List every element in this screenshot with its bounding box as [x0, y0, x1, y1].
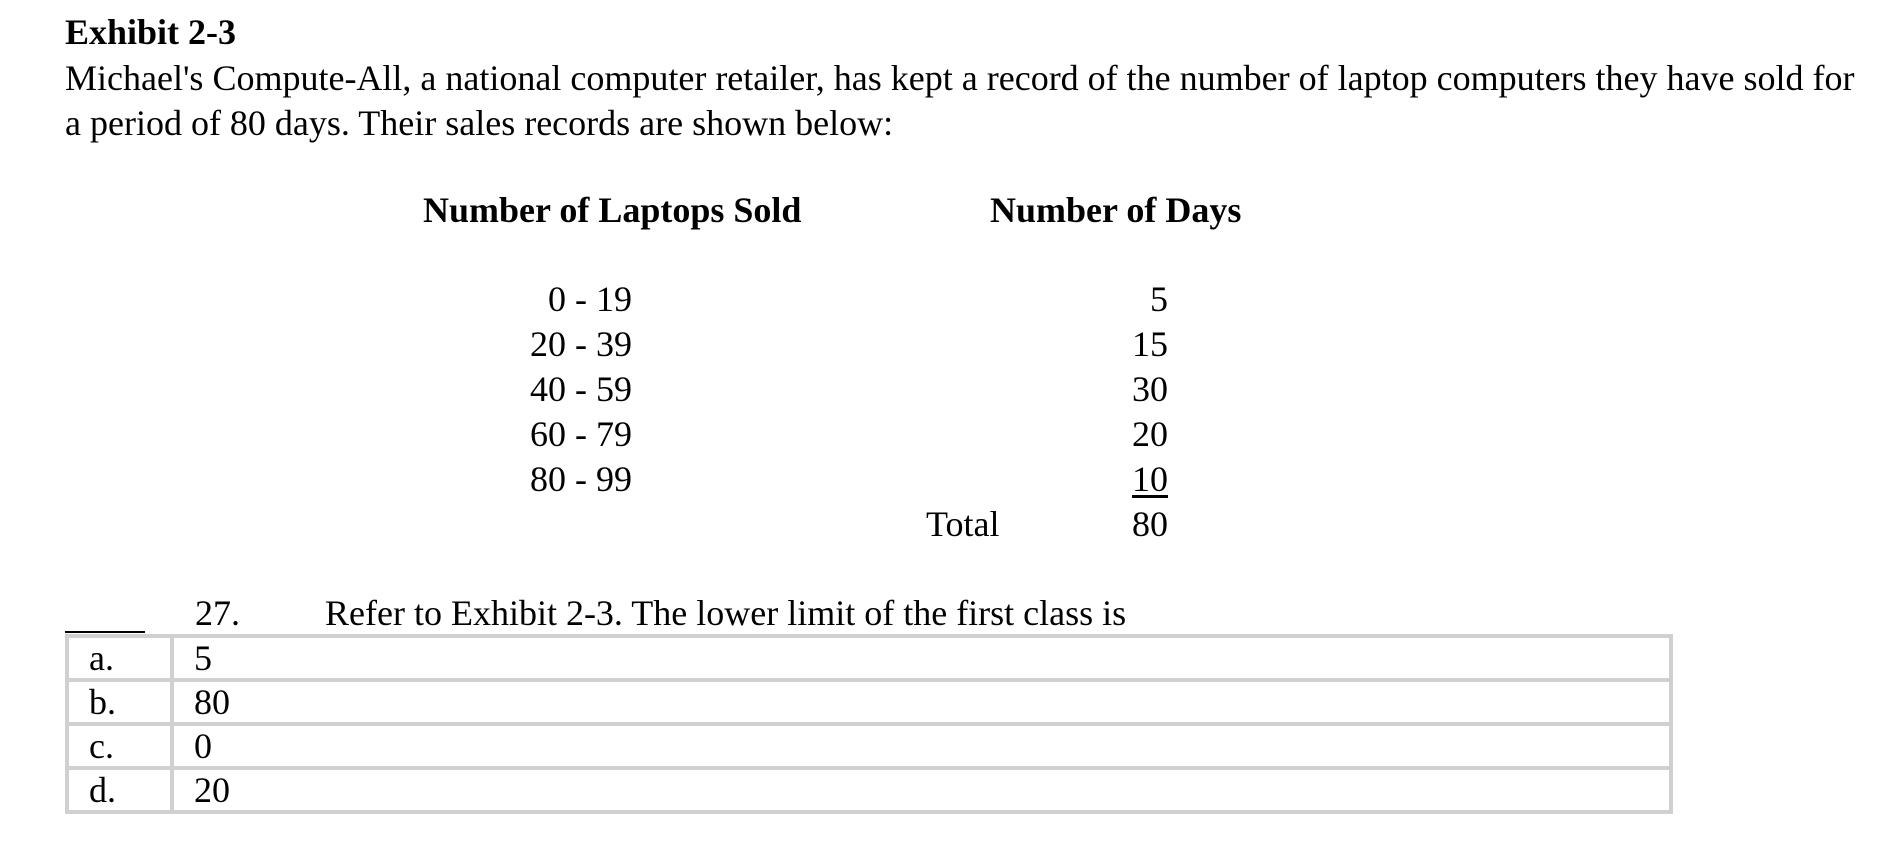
choices-table	[65, 634, 1673, 814]
class-cell: 20 - 39	[530, 324, 632, 364]
days-cell: 30	[1132, 369, 1168, 409]
exhibit-title: Exhibit 2-3	[65, 12, 237, 52]
answer-blank[interactable]	[65, 631, 145, 633]
choice-row[interactable]	[67, 724, 1671, 768]
choice-row[interactable]	[67, 680, 1671, 724]
question-text: Refer to Exhibit 2-3. The lower limit of the first class is	[325, 593, 1127, 633]
choice-letter: c.	[67, 724, 172, 768]
choice-text: 80	[172, 680, 1671, 724]
choice-letter: b.	[67, 680, 172, 724]
header-number-of-days: Number of Days	[990, 190, 1242, 230]
choice-text: 0	[172, 724, 1671, 768]
days-cell: 20	[1132, 414, 1168, 454]
days-cell: 5	[1150, 279, 1168, 319]
days-cell: 15	[1132, 324, 1168, 364]
total-value: 80	[1132, 504, 1168, 544]
days-column	[1080, 277, 1168, 547]
class-column	[480, 277, 632, 502]
choice-letter: a.	[67, 636, 172, 680]
header-laptops-sold: Number of Laptops Sold	[423, 190, 802, 230]
class-cell: 0 - 19	[548, 279, 632, 319]
days-cell: 10	[1132, 459, 1168, 499]
exhibit-intro: Michael's Compute-All, a national computer retailer, has kept a record of the number of laptop computers they have sold for a period of 80 days. Their sales records are shown below:	[65, 58, 1855, 143]
choice-text: 5	[172, 636, 1671, 680]
total-label: Total	[926, 504, 1000, 544]
choice-letter: d.	[67, 768, 172, 812]
class-cell: 40 - 59	[530, 369, 632, 409]
question-number: 27.	[195, 593, 240, 633]
class-cell: 80 - 99	[530, 459, 632, 499]
choice-text: 20	[172, 768, 1671, 812]
class-cell: 60 - 79	[530, 414, 632, 454]
choice-row[interactable]	[67, 768, 1671, 812]
choice-row[interactable]	[67, 636, 1671, 680]
